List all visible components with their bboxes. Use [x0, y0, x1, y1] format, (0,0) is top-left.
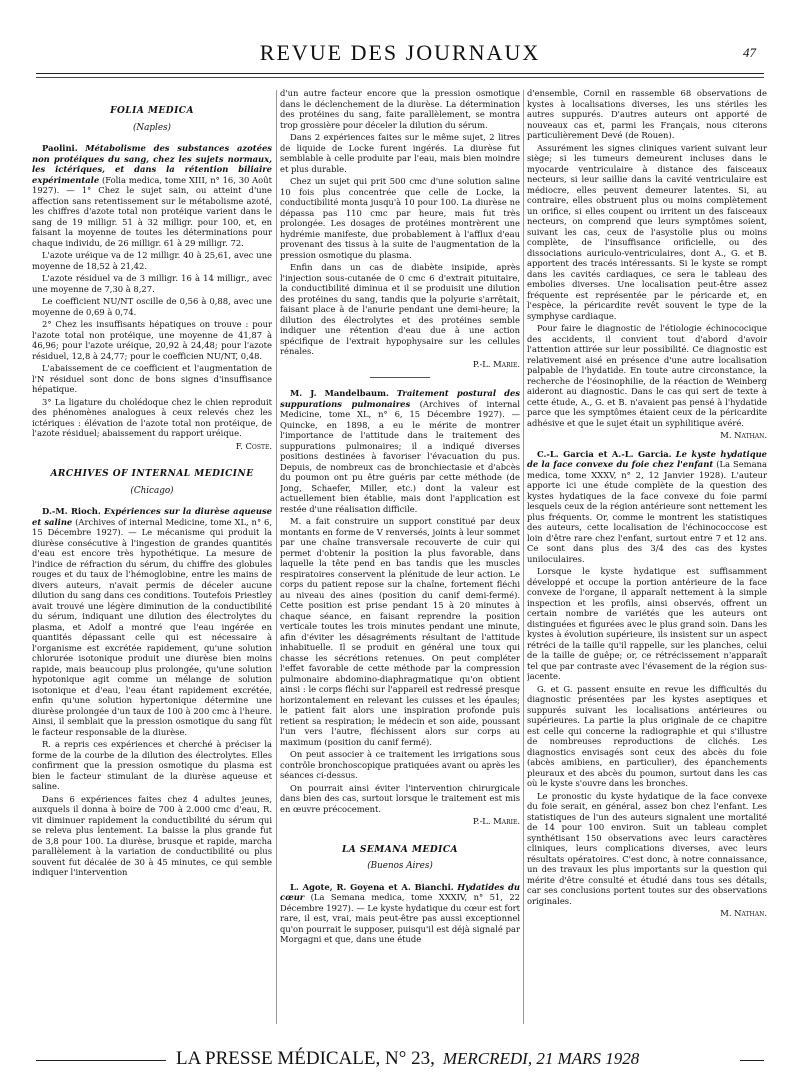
page-title: REVUE DES JOURNAUX: [259, 40, 541, 65]
article-paragraph: R. a repris ces expériences et cherché à préciser la forme de la courbe de la dilution des électrolytes. Elles confirment que la pression osmotique du plasma est bien le facteur stimulant de la diurèse aqueuse et saline.: [32, 739, 272, 791]
article-paragraph: G. et G. passent ensuite en revue les difficultés du diagnostic présentées par les kystes aseptiques et suppurés suivant les localisations antérieures ou supérieures. La partie la plus originale de ce chapitre est celle qui concerne la radiographie et qui s'illustre de nombreuses reproductions de clichés. Les diagnostics envisagés sont ceux des abcès du foie (abcès amibiens, en particulier), des épanchements pleuraux et des abcès du poumon, surtout dans les cas où le kyste s'ouvre dans les bronches.: [527, 683, 767, 788]
article-continued: [280, 88, 520, 369]
page-footer: [36, 1048, 764, 1074]
article-title: Métabolisme des substances azotées non protéiques du sang, chez les sujets normaux, les ictériques, et dans la rétention biliaire expérimentale: [32, 143, 272, 185]
article-author: C.-L. Garcia et A.-L. Garcia.: [537, 448, 672, 459]
article-paragraph: Dans 2 expériences faites sur le même sujet, 2 litres de liquide de Locke furent ingérés. La diurèse fut semblable à celle produite par l'eau, mais bien moindre et plus durable.: [280, 132, 520, 174]
header-rule-thin: [36, 77, 764, 78]
article-paragraph: 2° Chez les insuffisants hépatiques on trouve : pour l'azote total non protéique, une moyenne de 41,87 à 46,96; pour l'azote uréique, 20,92 à 24,48; pour l'azote résiduel, 12,8 à 24,77; pour le coefficien NU/NT, 0,48.: [32, 319, 272, 361]
article-paragraph: Lorsque le kyste hydatique est suffisamment développé et occupe la portion antérieure de la face convexe de l'organe, il apparaît nettement à la simple inspection et les profils, ainsi observés, offrent un certain nombre de variétés que les auteurs ont distinguées et figurées avec le plus grand soin. Dans les kystes à évolution supérieure, ils insistent sur un aspect rétréci de la taille qu'il rappelle, sur les planches, celui de la taille de guêpe; or, ce rétrécissement n'apparaît tel que par contraste avec l'évasement de la région sus-jacente.: [527, 566, 767, 681]
article-author: M. J. Mandelbaum.: [290, 388, 389, 398]
article-heading: [280, 388, 520, 514]
article-continued: [527, 88, 767, 441]
article-divider: [370, 377, 430, 378]
column-1: [32, 88, 272, 1033]
article-paragraph: (Archives of internal Medicine, tome XL, n° 6, 15 Décembre 1927). — Le mécanisme qui produit la diurèse consécutive à l'ingestion de grandes quantités d'eau est encore très hypothétique. La mesure de l'indice de réfraction du sérum, du chiffre des globules rouges et du taux de l'hémoglobine, entre les mains de divers auteurs, n'avait permis de déceler aucune dilution du sang dans ces conditions. Toutefois Priestley avait trouvé une légère diminution de la conductibilité du sérum, indiquant une dilution des électrolytes du plasma, et Adolf a montré que l'eau ingérée en quantités dépassant celle qui est nécessaire à l'organisme est excrétée rapidement, qu'une solution chlorurée isotonique produit une diurèse bien moins rapide, mais beaucoup plus prolongée, qu'une solution hypotonique agit comme un mélange de solution isotonique et d'eau, l'eau étant rapidement excrétée, enfin qu'une solution hypertonique détermine une diurèse prolongée d'un taux de 100 à 200 cmc à l'heure. Ainsi, il semblait que la pression osmotique du sang fût le facteur responsable de la diurèse.: [32, 516, 272, 737]
journal-place: (Buenos Aires): [367, 861, 433, 871]
article-paragraph: Le pronostic du kyste hydatique de la face convexe du foie serait, en général, assez bon chez l'enfant. Les statistiques de l'un des auteurs signalent une mortalité de 14 pour 100 environ. Suit un tableau complet synthétisant 150 observations avec leurs caractères cliniques, leurs complications diverses, avec leurs résultats opératoires. C'est donc, à notre connaissance, un des travaux les plus importants sur la question qui mérite d'être consulté et étudié dans tous ses détails, car ses conclusions portent toutes sur des observations originales.: [527, 790, 767, 906]
article-paragraph: Chez un sujet qui prit 500 cmc d'une solution saline 10 fois plus concentrée que celle de Locke, la conductibilité monta jusqu'à 10 pour 100. La diurèse ne dépassa pas 110 cmc par heure, mais fut très prolongée. Les dosages de protéines montrèrent une hydrémie manifeste, due probablement à l'afflux d'eau provenant des tissus à la suite de l'augmentation de la pression osmotique du plasma.: [280, 176, 520, 260]
article: [280, 882, 520, 945]
article: [527, 449, 767, 919]
article: [280, 388, 520, 827]
article-signature: M. Nathan.: [720, 908, 767, 918]
page-number: 47: [743, 45, 756, 60]
article-paragraph: 3° La ligature du cholédoque chez le chien reproduit des phénomènes analogues à ceux relevés chez les ictériques : élévation de l'azote total non protéique, de l'azote résiduel; abaissement du rapport uréique.: [32, 396, 272, 438]
journal-name: LA SEMANA MEDICA: [341, 844, 459, 855]
article-signature: M. Nathan.: [720, 430, 767, 440]
article-title: Hydatides du cœur: [280, 881, 520, 902]
article-heading: [32, 143, 272, 248]
header-rule: [36, 73, 764, 74]
column-separator: [523, 90, 524, 1024]
footer-journal: LA PRESSE MÉDICALE, N° 23,: [176, 1048, 435, 1069]
article-paragraph: M. a fait construire un support constitué par deux montants en forme de V renversés, joints à leur sommet par une chaîne transversale recouverte de cuir qui permet d'obtenir la position la plus favorable, dans laquelle la tête pend en bas tandis que les muscles respiratoires conservent la plénitude de leur action. Le corps du patient repose sur la chaîne, fortement fléchi au niveau des aines (position du canif demi-fermé). Cette position est prise pendant 15 à 20 minutes à chaque séance, en faisant reprendre la position verticale toutes les trois minutes pendant une minute, afin d'éviter les désagréments résultant de l'attitude inhabituelle. Il se produit en général une toux qui chasse les sécrétions retenues. On peut compléter l'effet favorable de cette méthode par la compression pulmonaire abdomino-diaphragmatique qu'on obtient ainsi : le corps fléchi sur l'appareil est redressé presque horizontalement en relevant les cuisses et les épaules; le patient fait alors une inspiration profonde puis retient sa respiration; le médecin et son aide, poussant l'un vers l'autre, fléchissent alors sur corps au maximum (position du canif fermé).: [280, 516, 520, 747]
article: [32, 506, 272, 878]
article-paragraph: (Folia medica, tome XIII, n° 16, 30 Août 1927). — 1° Chez le sujet sain, ou atteint d'une affection sans retentissement sur le métabolisme azoté, les chiffres d'azote total non protéique varient dans le sang de 19 milligr. 51 à 32 milligr. pour 100, et, en faisant la moyenne de toutes les déterminations pour chaque individu, de 26 milligr. 61 à 29 milligr. 72.: [32, 174, 272, 248]
column-separator: [276, 90, 277, 1024]
article-paragraph: On peut associer à ce traitement les irrigations sous contrôle bronchoscopique pratiquées avant ou après les séances ci-dessus.: [280, 749, 520, 780]
article-signature: P.-L. Marie.: [472, 358, 520, 369]
journal-place: (Naples): [133, 122, 171, 133]
journal-name: ARCHIVES OF INTERNAL MEDICINE: [50, 469, 254, 479]
article-paragraph: L'azote uréique va de 12 milligr. 40 à 25,61, avec une moyenne de 18,52 à 21,42.: [32, 250, 272, 271]
article-author: L. Agote, R. Goyena et A. Bianchi.: [290, 881, 454, 892]
article-paragraph: On pourrait ainsi éviter l'intervention chirurgicale dans bien des cas, surtout lorsque le traitement est mis en œuvre précocement.: [280, 782, 520, 814]
article-title: Le kyste hydatique de la face convexe du foie chez l'enfant: [527, 448, 767, 469]
article-paragraph: (La Semana medica, tome XXXV, n° 2, 12 Janvier 1928). L'auteur apporte ici une étude complète de la question des kystes hydatiques de la face convexe du foie parmi lesquels ceux de la région antérieure sont nettement les plus fréquents. Or, comme le montrent les statistiques des auteurs, cette localisation de l'échinococcose est loin d'être rare chez l'enfant, surtout entre 7 et 12 ans. Ce sont dans plus des 3/4 des cas des kystes uniloculaires.: [527, 459, 767, 564]
page-header: [36, 36, 764, 72]
article-heading: [280, 882, 520, 945]
article: [32, 143, 272, 451]
footer-date: MERCREDI, 21 MARS 1928: [442, 1049, 640, 1068]
article-signature: P.-L. Marie.: [472, 816, 520, 826]
article-title: Traitement postural des suppurations pulmonaires: [280, 388, 520, 409]
article-author: D.-M. Rioch.: [42, 506, 101, 516]
footer-masthead: [176, 1048, 639, 1070]
article-title: Expériences sur la diurèse aqueuse et saline: [32, 506, 272, 527]
article-signature: F. Coste.: [235, 440, 272, 451]
journal-name: FOLIA MEDICA: [110, 106, 194, 116]
article-author: Paolini.: [42, 143, 78, 153]
footer-rule-right: [740, 1060, 764, 1061]
article-heading: [527, 449, 767, 565]
article-paragraph: Pour faire le diagnostic de l'étiologie échinococique des accidents, il convient tout d'abord d'avoir l'attention attirée sur leur possibilité. Ce diagnostic est relativement aisé en présence d'une autre localisation palpable de l'hydatide. En toute autre circonstance, la recherche de l'éosinophilie, de la réaction de Weinberg aideront au diagnostic. Dans le cas qui sert de texte à cette étude, A., G. et B. n'avaient pas pensé à l'hydatide parce que les symptômes étaient ceux de la péricardite adhésive et que le sujet était un syphilitique avéré.: [527, 323, 767, 428]
journal-place: (Chicago): [130, 485, 174, 496]
column-2: [280, 88, 520, 1033]
article-paragraph: (Archives of internal Medicine, tome XL, n° 6, 15 Décembre 1927). — Quincke, en 1898, a eu le mérite de montrer l'importance de l'attitude dans le traitement des suppurations pulmonaires; il a indiqué diverses positions destinées à favoriser l'évacuation du pus. Depuis, de nombreux cas de bronchiectasie et d'abcès du poumon ont pu être guéris par cette méthode (de Jong, Schaefer, Miller, etc.) dont la valeur est actuellement bien établie, mais dont l'application est restée d'une réalisation difficile.: [280, 398, 520, 514]
article-paragraph: L'azote résiduel va de 3 milligr. 16 à 14 milligr., avec une moyenne de 7,30 à 8,27.: [32, 273, 272, 294]
footer-rule-left: [36, 1060, 166, 1061]
article-heading: [32, 506, 272, 737]
article-paragraph: L'abaissement de ce coefficient et l'augmentation de l'N résiduel sont donc de bons signes d'insuffisance hépatique.: [32, 363, 272, 394]
article-paragraph: Assurément les signes cliniques varient suivant leur siège; si les tumeurs demeurent incluses dans le myocarde ventriculaire à distance des faisceaux necteurs, si leur saillie dans la cavité ventriculaire est médiocre, elles peuvent demeurer latentes. Si, au contraire, elles obstruent plus ou moins complètement un orifice, si elles coupent ou irritent un des faisceaux necteurs, on comprend que leurs symptômes soient, suivant les cas, ceux de l'asystolie plus ou moins complète, de l'insuffisance orificielle, ou des dissociations auriculo-ventriculaires, dont A., G. et B. apportent des tracés intéressants. Si le kyste se rompt dans les cavités cardiaques, ce sera le tableau des embolies diverses. Une localisation peut-être assez fréquente est représentée par le péricarde et, en l'espèce, la péricardite revêt souvent le type de la symphyse cardiaque.: [527, 142, 767, 321]
article-paragraph: d'un autre facteur encore que la pression osmotique dans le déclenchement de la diurèse. La détermination des protéines du sang, faite parallèlement, se montra trop grossière pour déceler la dilution du sérum.: [280, 88, 520, 130]
article-paragraph: Dans 6 expériences faites chez 4 adultes jeunes, auxquels il donna à boire de 700 à 2.000 cmc d'eau, R. vit diminuer rapidement la conductibilité du sérum qui se releva plus lentement. La baisse la plus grande fut de 3,8 pour 100. La diurèse, brusque et rapide, marcha parallèlement à la variation de conductibilité ou plus souvent fut décalée de 30 à 45 minutes, ce qui semble indiquer l'intervention: [32, 793, 272, 877]
column-3: [527, 88, 767, 1033]
article-paragraph: d'ensemble, Cornil en rassemble 68 observations de kystes à localisations diverses, les uns stériles les autres suppurés. D'autres auteurs ont apporté de nouveaux cas et, parmi les Français, nous citerons particulièrement Devé (de Rouen).: [527, 88, 767, 140]
article-paragraph: Le coefficient NU/NT oscille de 0,56 à 0,88, avec une moyenne de 0,69 à 0,74.: [32, 296, 272, 317]
article-paragraph: Enfin dans un cas de diabète insipide, après l'injection sous-cutanée de 0 cmc 6 d'extrait pituitaire, la conductibilité diminua et il se produisit une dilution des protéines du sang, tandis que la polyurie s'arrêtait, faisant place à de l'anurie pendant une demi-heure; la dilution des électrolytes et des protéines semble indiquer une rétention d'eau due à une action spécifique de l'extrait hypophysaire sur les cellules rénales.: [280, 262, 520, 356]
article-paragraph: (La Semana medica, tome XXXIV, n° 51, 22 Décembre 1927). — Le kyste hydatique du cœur est fort rare, il est, vrai, mais peut-être pas aussi exceptionnel qu'on pourrait le supposer, puisqu'il est déjà signalé par Morgagni et que, dans une étude: [280, 892, 520, 944]
